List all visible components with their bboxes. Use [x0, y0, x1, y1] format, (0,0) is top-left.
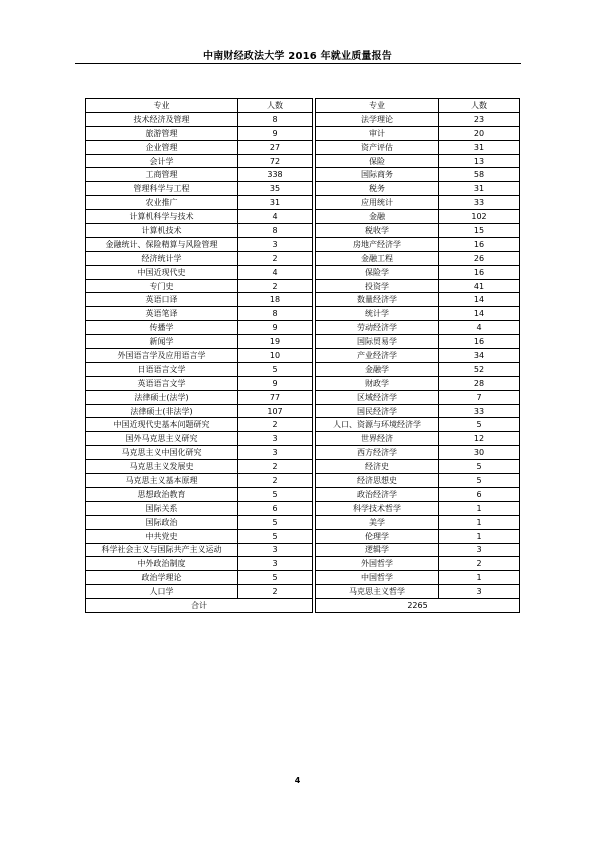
column-header-count-right: 人数	[439, 99, 520, 113]
major-right-cell: 金融学	[316, 362, 439, 376]
count-right-cell: 20	[439, 126, 520, 140]
count-left-cell: 4	[238, 210, 313, 224]
major-right-cell: 财政学	[316, 376, 439, 390]
major-right-cell: 马克思主义哲学	[316, 585, 439, 599]
column-header-count-left: 人数	[238, 99, 313, 113]
major-right-cell: 保险	[316, 154, 439, 168]
major-right-cell: 科学技术哲学	[316, 501, 439, 515]
count-right-cell: 102	[439, 210, 520, 224]
table-row	[86, 265, 520, 279]
table-row	[86, 557, 520, 571]
major-right-cell: 应用统计	[316, 196, 439, 210]
major-left-cell: 科学社会主义与国际共产主义运动	[86, 543, 238, 557]
major-right-cell: 国民经济学	[316, 404, 439, 418]
major-right-cell: 政治经济学	[316, 487, 439, 501]
major-right-cell: 经济史	[316, 460, 439, 474]
count-left-cell: 107	[238, 404, 313, 418]
table-row	[86, 362, 520, 376]
count-left-cell: 8	[238, 307, 313, 321]
major-right-cell: 劳动经济学	[316, 321, 439, 335]
major-left-cell: 技术经济及管理	[86, 112, 238, 126]
count-right-cell: 31	[439, 182, 520, 196]
major-left-cell: 国外马克思主义研究	[86, 432, 238, 446]
count-left-cell: 31	[238, 196, 313, 210]
page-number: 4	[294, 776, 301, 785]
count-left-cell: 5	[238, 529, 313, 543]
count-left-cell: 27	[238, 140, 313, 154]
major-left-cell: 管理科学与工程	[86, 182, 238, 196]
major-headcount-table	[85, 98, 520, 613]
total-value-cell: 2265	[316, 599, 520, 613]
major-left-cell: 计算机技术	[86, 224, 238, 238]
count-right-cell: 15	[439, 224, 520, 238]
count-left-cell: 3	[238, 432, 313, 446]
count-left-cell: 4	[238, 265, 313, 279]
table-row	[86, 321, 520, 335]
table-row	[86, 460, 520, 474]
major-right-cell: 审计	[316, 126, 439, 140]
table-row	[86, 376, 520, 390]
major-left-cell: 农业推广	[86, 196, 238, 210]
count-left-cell: 72	[238, 154, 313, 168]
table-row	[86, 237, 520, 251]
major-left-cell: 新闻学	[86, 335, 238, 349]
major-right-cell: 税收学	[316, 224, 439, 238]
count-left-cell: 2	[238, 418, 313, 432]
major-right-cell: 经济思想史	[316, 474, 439, 488]
major-left-cell: 马克思主义中国化研究	[86, 446, 238, 460]
major-right-cell: 伦理学	[316, 529, 439, 543]
major-left-cell: 中共党史	[86, 529, 238, 543]
major-left-cell: 会计学	[86, 154, 238, 168]
table-row	[86, 210, 520, 224]
major-left-cell: 经济统计学	[86, 251, 238, 265]
table-body	[86, 112, 520, 598]
count-right-cell: 5	[439, 474, 520, 488]
column-header-major-left: 专业	[86, 99, 238, 113]
major-left-cell: 英语口译	[86, 293, 238, 307]
count-right-cell: 33	[439, 196, 520, 210]
major-right-cell: 世界经济	[316, 432, 439, 446]
major-left-cell: 中国近现代史基本问题研究	[86, 418, 238, 432]
major-left-cell: 马克思主义基本原理	[86, 474, 238, 488]
count-right-cell: 16	[439, 335, 520, 349]
count-left-cell: 19	[238, 335, 313, 349]
count-right-cell: 28	[439, 376, 520, 390]
count-left-cell: 18	[238, 293, 313, 307]
major-left-cell: 马克思主义发展史	[86, 460, 238, 474]
count-left-cell: 5	[238, 487, 313, 501]
table-total-row	[86, 599, 520, 613]
major-right-cell: 税务	[316, 182, 439, 196]
major-left-cell: 法律硕士(非法学)	[86, 404, 238, 418]
column-header-major-right: 专业	[316, 99, 439, 113]
count-right-cell: 4	[439, 321, 520, 335]
major-right-cell: 中国哲学	[316, 571, 439, 585]
table-row	[86, 279, 520, 293]
table-row	[86, 515, 520, 529]
count-left-cell: 3	[238, 237, 313, 251]
major-right-cell: 西方经济学	[316, 446, 439, 460]
major-right-cell: 金融工程	[316, 251, 439, 265]
table-row	[86, 418, 520, 432]
count-left-cell: 2	[238, 279, 313, 293]
table-row	[86, 196, 520, 210]
header-divider	[75, 63, 521, 64]
major-right-cell: 数量经济学	[316, 293, 439, 307]
major-left-cell: 专门史	[86, 279, 238, 293]
count-left-cell: 9	[238, 321, 313, 335]
count-right-cell: 7	[439, 390, 520, 404]
table-row	[86, 224, 520, 238]
major-left-cell: 传播学	[86, 321, 238, 335]
count-right-cell: 3	[439, 543, 520, 557]
major-right-cell: 美学	[316, 515, 439, 529]
count-right-cell: 12	[439, 432, 520, 446]
count-right-cell: 13	[439, 154, 520, 168]
table-row	[86, 168, 520, 182]
count-right-cell: 16	[439, 237, 520, 251]
count-left-cell: 2	[238, 585, 313, 599]
table-row	[86, 501, 520, 515]
count-right-cell: 14	[439, 293, 520, 307]
table-row	[86, 140, 520, 154]
table-row	[86, 487, 520, 501]
count-left-cell: 9	[238, 376, 313, 390]
count-right-cell: 14	[439, 307, 520, 321]
count-right-cell: 16	[439, 265, 520, 279]
table-row	[86, 335, 520, 349]
table-row	[86, 112, 520, 126]
count-left-cell: 5	[238, 515, 313, 529]
table-row	[86, 571, 520, 585]
major-right-cell: 保险学	[316, 265, 439, 279]
table-row	[86, 182, 520, 196]
total-label-cell: 合计	[86, 599, 313, 613]
table-row	[86, 307, 520, 321]
major-right-cell: 外国哲学	[316, 557, 439, 571]
count-left-cell: 3	[238, 543, 313, 557]
major-left-cell: 计算机科学与技术	[86, 210, 238, 224]
table-row	[86, 126, 520, 140]
table-row	[86, 543, 520, 557]
count-left-cell: 5	[238, 362, 313, 376]
major-right-cell: 资产评估	[316, 140, 439, 154]
count-right-cell: 1	[439, 501, 520, 515]
major-right-cell: 法学理论	[316, 112, 439, 126]
count-right-cell: 1	[439, 571, 520, 585]
count-right-cell: 41	[439, 279, 520, 293]
major-left-cell: 国际政治	[86, 515, 238, 529]
table-row	[86, 585, 520, 599]
count-right-cell: 2	[439, 557, 520, 571]
count-right-cell: 3	[439, 585, 520, 599]
count-left-cell: 9	[238, 126, 313, 140]
major-left-cell: 政治学理论	[86, 571, 238, 585]
major-right-cell: 人口、资源与环境经济学	[316, 418, 439, 432]
count-right-cell: 34	[439, 349, 520, 363]
count-left-cell: 10	[238, 349, 313, 363]
major-right-cell: 统计学	[316, 307, 439, 321]
count-right-cell: 5	[439, 460, 520, 474]
major-right-cell: 投资学	[316, 279, 439, 293]
table-row	[86, 154, 520, 168]
page-header-title: 中南财经政法大学 2016 年就业质量报告	[203, 51, 392, 62]
count-left-cell: 8	[238, 224, 313, 238]
table-row	[86, 349, 520, 363]
count-right-cell: 31	[439, 140, 520, 154]
table-row	[86, 432, 520, 446]
count-right-cell: 33	[439, 404, 520, 418]
major-right-cell: 金融	[316, 210, 439, 224]
table-row	[86, 404, 520, 418]
count-right-cell: 52	[439, 362, 520, 376]
major-left-cell: 旅游管理	[86, 126, 238, 140]
count-left-cell: 2	[238, 251, 313, 265]
major-right-cell: 区域经济学	[316, 390, 439, 404]
count-right-cell: 23	[439, 112, 520, 126]
count-left-cell: 2	[238, 460, 313, 474]
table-row	[86, 251, 520, 265]
table-row	[86, 529, 520, 543]
major-right-cell: 国际商务	[316, 168, 439, 182]
major-left-cell: 工商管理	[86, 168, 238, 182]
table-header-row	[86, 99, 520, 113]
major-left-cell: 金融统计、保险精算与风险管理	[86, 237, 238, 251]
major-left-cell: 国际关系	[86, 501, 238, 515]
major-left-cell: 日语语言文学	[86, 362, 238, 376]
major-left-cell: 中国近现代史	[86, 265, 238, 279]
major-left-cell: 英语笔译	[86, 307, 238, 321]
count-left-cell: 5	[238, 571, 313, 585]
major-right-cell: 房地产经济学	[316, 237, 439, 251]
count-right-cell: 30	[439, 446, 520, 460]
major-left-cell: 企业管理	[86, 140, 238, 154]
table-row	[86, 446, 520, 460]
count-left-cell: 6	[238, 501, 313, 515]
table-row	[86, 390, 520, 404]
major-left-cell: 法律硕士(法学)	[86, 390, 238, 404]
count-right-cell: 26	[439, 251, 520, 265]
count-left-cell: 77	[238, 390, 313, 404]
count-right-cell: 58	[439, 168, 520, 182]
major-left-cell: 思想政治教育	[86, 487, 238, 501]
major-right-cell: 国际贸易学	[316, 335, 439, 349]
table-row	[86, 474, 520, 488]
major-right-cell: 产业经济学	[316, 349, 439, 363]
count-left-cell: 3	[238, 446, 313, 460]
major-left-cell: 中外政治制度	[86, 557, 238, 571]
table-row	[86, 293, 520, 307]
count-right-cell: 1	[439, 529, 520, 543]
major-left-cell: 英语语言文学	[86, 376, 238, 390]
count-left-cell: 35	[238, 182, 313, 196]
major-right-cell: 逻辑学	[316, 543, 439, 557]
major-left-cell: 人口学	[86, 585, 238, 599]
count-right-cell: 5	[439, 418, 520, 432]
count-left-cell: 338	[238, 168, 313, 182]
count-left-cell: 2	[238, 474, 313, 488]
major-left-cell: 外国语言学及应用语言学	[86, 349, 238, 363]
count-right-cell: 1	[439, 515, 520, 529]
count-left-cell: 3	[238, 557, 313, 571]
count-left-cell: 8	[238, 112, 313, 126]
count-right-cell: 6	[439, 487, 520, 501]
